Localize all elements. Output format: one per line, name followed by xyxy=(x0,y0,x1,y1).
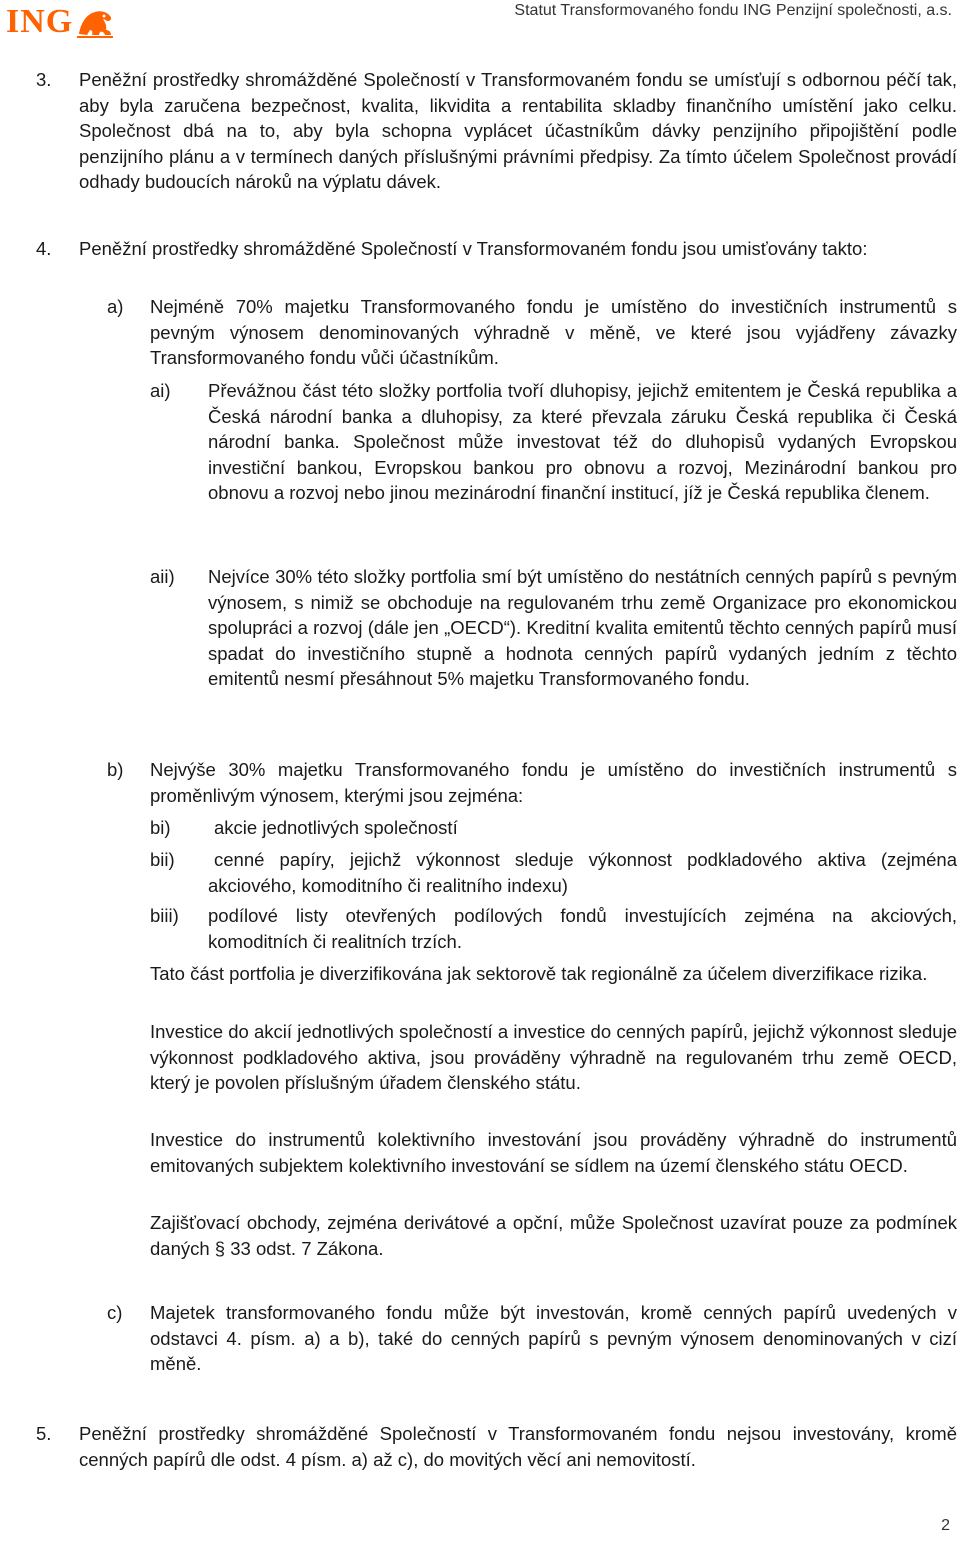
subitem-label: ai) xyxy=(150,380,171,401)
page-number: 2 xyxy=(941,1517,950,1534)
section-number: 4. xyxy=(36,238,52,259)
item-a-text: Nejméně 70% majetku Transformovaného fondu je umístěno do investičních instrumentů s pevným výnosem denominovaných výhradně v měně, ve které jsou vyjádřeny závazky Transformovaného fondu vůči účastníkům. xyxy=(150,296,957,369)
subitem-label: bii) xyxy=(150,849,175,870)
item-b-paragraph: Zajišťovací obchody, zejména derivátové a opční, může Společnost uzavírat pouze za podmínek daných § 33 odst. 7 Zákona. xyxy=(150,1212,957,1259)
item-b-paragraph: Investice do akcií jednotlivých společností a investice do cenných papírů, jejichž výkonnost sleduje výkonnost podkladového aktiva, jsou prováděny výhradně na regulovaném trhu země OECD, který je povolen příslušným úřadem členského státu. xyxy=(150,1021,957,1094)
item-label: b) xyxy=(107,759,124,780)
item-c-text: Majetek transformovaného fondu může být investován, kromě cenných papírů uvedených v odstavci 4. písm. a) a b), také do cenných papírů s pevným výnosem denominovaných v cizí měně. xyxy=(150,1302,957,1375)
subitem-label: biii) xyxy=(150,905,179,926)
subitem-aii-text: Nejvíce 30% této složky portfolia smí být umístěno do nestátních cenných papírů s pevným výnosem, s nimiž se obchoduje na regulovaném trhu země Organizace pro ekonomickou spolupráci a rozvoj (dále jen „OECD“). Kreditní kvalita emitentů těchto cenných papírů musí spadat do investičního stupně a hodnota cenných papírů vydaných jedním z těchto emitentů nesmí přesáhnout 5% majetku Transformovaného fondu. xyxy=(208,566,957,690)
subitem-bii-text: cenné papíry, jejichž výkonnost sleduje výkonnost podkladového aktiva (zejména akciového, komoditního či realitního indexu) xyxy=(208,849,957,896)
subitem-label: bi) xyxy=(150,817,171,838)
logo xyxy=(6,2,115,42)
document-header: Statut Transformovaného fondu ING Penzijní společnosti, a.s. xyxy=(514,2,952,19)
section-4-text: Peněžní prostředky shromážděné Společností v Transformovaném fondu jsou umisťovány takto: xyxy=(79,238,868,259)
section-number: 3. xyxy=(36,69,52,90)
logo-text: ING xyxy=(6,3,74,40)
section-5-text: Peněžní prostředky shromážděné Společností v Transformovaném fondu nejsou investovány, kromě cenných papírů dle odst. 4 písm. a) až c), do movitých věcí ani nemovitostí. xyxy=(79,1423,957,1470)
section-3-text: Peněžní prostředky shromážděné Společností v Transformovaném fondu se umísťují s odbornou péčí tak, aby byla zaručena bezpečnost, kvalita, likvidita a rentabilita skladby finančního umístění jako celku. Společnost dbá na to, aby byla schopna vyplácet účastníkům dávky penzijního připojištění podle penzijního plánu a v termínech daných příslušnými právními předpisy. Za tímto účelem Společnost provádí odhady budoucích nároků na výplatu dávek. xyxy=(79,69,957,193)
item-b-paragraph: Tato část portfolia je diverzifikována jak sektorově tak regionálně za účelem diverzifikace rizika. xyxy=(150,963,928,984)
item-label: c) xyxy=(107,1302,123,1323)
item-label: a) xyxy=(107,296,124,317)
item-b-paragraph: Investice do instrumentů kolektivního investování jsou prováděny výhradně do instrumentů emitovaných subjektem kolektivního investování se sídlem na území členského státu OECD. xyxy=(150,1129,957,1176)
lion-icon xyxy=(75,4,115,40)
section-number: 5. xyxy=(36,1423,52,1444)
item-b-text: Nejvýše 30% majetku Transformovaného fondu je umístěno do investičních instrumentů s proměnlivým výnosem, kterými jsou zejména: xyxy=(150,759,957,806)
subitem-ai-text: Převážnou část této složky portfolia tvoří dluhopisy, jejichž emitentem je Česká republika a Česká národní banka a dluhopisy, za které převzala záruku Česká republika či Česká národní banka. Společnost může investovat též do dluhopisů vydaných Evropskou investiční bankou, Evropskou bankou pro obnovu a rozvoj, Mezinárodní bankou pro obnovu a rozvoj nebo jinou mezinárodní finanční institucí, jíž je Česká republika členem. xyxy=(208,380,957,504)
subitem-bi-text: akcie jednotlivých společností xyxy=(214,817,458,838)
subitem-label: aii) xyxy=(150,566,175,587)
subitem-biii-text: podílové listy otevřených podílových fondů investujících zejména na akciových, komoditních či realitních trzích. xyxy=(208,905,957,952)
